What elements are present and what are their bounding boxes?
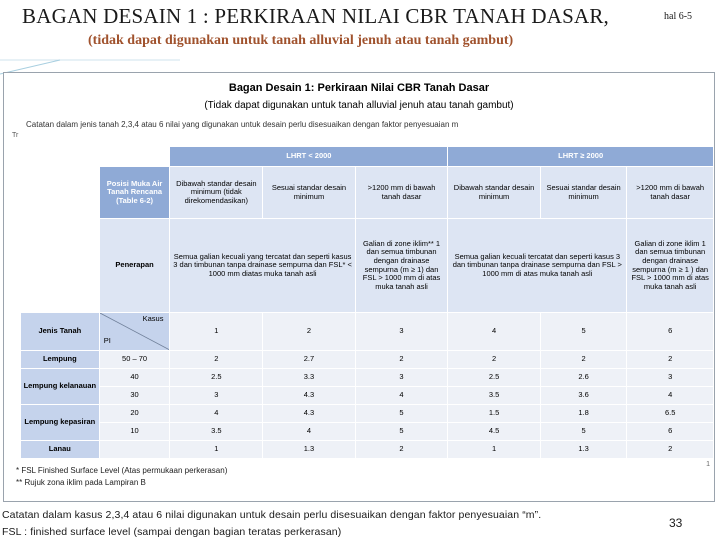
jenis-tanah-label: Jenis Tanah <box>21 313 100 351</box>
blank-cell <box>99 147 170 167</box>
figure-corner-mark: 1 <box>706 461 710 468</box>
slide-subtitle: (tidak dapat digunakan untuk tanah alluvial jenuh atau tanah gambut) <box>88 33 514 48</box>
blank-cell <box>21 147 100 167</box>
kasus-label: Kasus <box>142 314 164 323</box>
cbr-value: 4.3 <box>263 387 356 405</box>
kasus-number: 3 <box>355 313 448 351</box>
soil-name: Lanau <box>21 441 100 459</box>
posisi-col-4: Dibawah standar desain minimum <box>448 167 541 219</box>
pi-value: 50 – 70 <box>99 351 170 369</box>
pi-value: 10 <box>99 423 170 441</box>
cbr-value: 2 <box>170 351 263 369</box>
slide-note-adjustment: Catatan dalam kasus 2,3,4 atau 6 nilai digunakan untuk desain perlu disesuaikan dengan faktor penyesuaian “m”. <box>2 509 542 521</box>
cbr-value: 2.6 <box>540 369 627 387</box>
slide-note-fsl: FSL : finished surface level (sampai dengan bagian teratas perkerasan) <box>2 526 342 538</box>
posisi-row <box>21 167 714 219</box>
cbr-value: 1.3 <box>263 441 356 459</box>
cbr-value: 1.8 <box>540 405 627 423</box>
slide-title: BAGAN DESAIN 1 : PERKIRAAN NILAI CBR TANAH DASAR, <box>22 4 610 28</box>
table-row <box>21 405 714 423</box>
cbr-value: 2 <box>448 351 541 369</box>
penerapan-row <box>21 219 714 313</box>
posisi-col-2: Sesuai standar desain minimum <box>263 167 356 219</box>
footnote-fsl: * FSL Finished Surface Level (Atas permukaan perkerasan) <box>16 466 228 475</box>
footnote-climate-zone: ** Rujuk zona iklim pada Lampiran B <box>16 478 146 487</box>
posisi-col-5: Sesuai standar desain minimum <box>540 167 627 219</box>
cbr-value: 4 <box>263 423 356 441</box>
lhrt-header-row <box>21 147 714 167</box>
cbr-value: 4.3 <box>263 405 356 423</box>
cbr-value: 2 <box>627 441 714 459</box>
cbr-value: 2 <box>355 441 448 459</box>
pi-value: 40 <box>99 369 170 387</box>
table-row <box>21 423 714 441</box>
cbr-value: 3.3 <box>263 369 356 387</box>
posisi-col-1: Dibawah standar desain minimum (tidak direkomendasikan) <box>170 167 263 219</box>
cbr-value: 4 <box>355 387 448 405</box>
cbr-value: 4 <box>170 405 263 423</box>
cbr-value: 3 <box>627 369 714 387</box>
table-row <box>21 387 714 405</box>
kasus-number: 2 <box>263 313 356 351</box>
cbr-value: 3 <box>355 369 448 387</box>
slide-page-ref: hal 6-5 <box>664 11 693 22</box>
table-row <box>21 351 714 369</box>
cbr-value: 2.7 <box>263 351 356 369</box>
soil-name: Lempung <box>21 351 100 369</box>
figure-note: Catatan dalam jenis tanah 2,3,4 atau 6 nilai yang digunakan untuk desain perlu disesuaikan dengan faktor penyesuaian m <box>26 120 459 129</box>
pi-value <box>99 441 170 459</box>
cbr-value: 5 <box>355 423 448 441</box>
cbr-value: 1.3 <box>540 441 627 459</box>
cbr-value: 4 <box>627 387 714 405</box>
cbr-value: 2 <box>355 351 448 369</box>
penerapan-high: Semua galian kecuali tercatat dan seperti kasus 3 dan timbunan tanpa drainase sempurna dan FSL > 1000 mm di atas muka tanah asli <box>448 219 627 313</box>
penerapan-case-6: Galian di zone iklim 1 dan semua timbunan dengan drainase sempurna (m ≥ 1 ) dan FSL > 1000 mm di atas muka tanah asli <box>627 219 714 313</box>
soil-name: Lempung kelanauan <box>21 369 100 405</box>
design-chart-figure <box>3 72 715 502</box>
slide-header <box>0 0 720 62</box>
cbr-value: 3 <box>170 387 263 405</box>
cbr-value: 3.5 <box>448 387 541 405</box>
kasus-number: 4 <box>448 313 541 351</box>
cbr-value: 2.5 <box>448 369 541 387</box>
lhrt-low-header: LHRT < 2000 <box>170 147 448 167</box>
cbr-value: 6 <box>627 423 714 441</box>
cbr-value: 3.5 <box>170 423 263 441</box>
cbr-value: 4.5 <box>448 423 541 441</box>
cbr-value: 1 <box>448 441 541 459</box>
lhrt-high-header: LHRT ≥ 2000 <box>448 147 714 167</box>
kasus-pi-header <box>99 313 170 351</box>
cbr-value: 2 <box>540 351 627 369</box>
table-row <box>21 369 714 387</box>
kasus-number: 5 <box>540 313 627 351</box>
pi-label: PI <box>103 336 111 346</box>
kasus-header-row <box>21 313 714 351</box>
page-number: 33 <box>669 516 683 530</box>
posisi-col-6: >1200 mm di bawah tanah dasar <box>627 167 714 219</box>
pi-value: 30 <box>99 387 170 405</box>
figure-subtitle: (Tidak dapat digunakan untuk tanah alluvial jenuh atau tanah gambut) <box>204 100 514 111</box>
blank-cell <box>21 167 100 219</box>
posisi-col-3: >1200 mm di bawah tanah dasar <box>355 167 448 219</box>
kasus-number: 6 <box>627 313 714 351</box>
table-row <box>21 441 714 459</box>
pi-value: 20 <box>99 405 170 423</box>
cbr-value: 2 <box>627 351 714 369</box>
cbr-value: 1 <box>170 441 263 459</box>
cbr-value: 6.5 <box>627 405 714 423</box>
kasus-number: 1 <box>170 313 263 351</box>
penerapan-label: Penerapan <box>99 219 170 313</box>
soil-name: Lempung kepasiran <box>21 405 100 441</box>
cbr-value: 5 <box>355 405 448 423</box>
posisi-label: Posisi Muka Air Tanah Rencana (Table 6-2) <box>99 167 170 219</box>
penerapan-case-3: Galian di zone iklim** 1 dan semua timbunan dengan drainase sempurna (m ≥ 1) dan FSL > 1000 mm di atas muka tanah asli <box>355 219 448 313</box>
cbr-value: 5 <box>540 423 627 441</box>
figure-marker: Tr <box>12 132 19 139</box>
cbr-design-table <box>20 146 714 459</box>
figure-title: Bagan Desain 1: Perkiraan Nilai CBR Tanah Dasar <box>228 82 490 94</box>
penerapan-low: Semua galian kecuali yang tercatat dan seperti kasus 3 dan timbunan tanpa drainase sempurna dan FSL* < 1000 mm diatas muka tanah asli <box>170 219 355 313</box>
cbr-value: 3.6 <box>540 387 627 405</box>
cbr-value: 2.5 <box>170 369 263 387</box>
cbr-value: 1.5 <box>448 405 541 423</box>
blank-cell <box>21 219 100 313</box>
